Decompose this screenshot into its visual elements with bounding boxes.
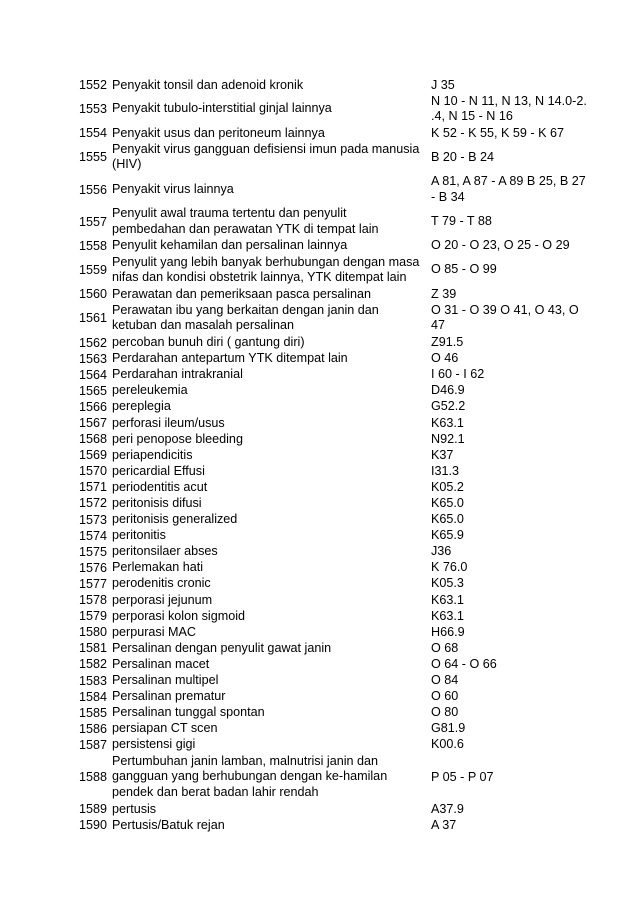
icd-code: O 60 bbox=[431, 689, 459, 704]
disease-name: pericardial Effusi bbox=[112, 463, 205, 478]
icd-code: T 79 - T 88 bbox=[431, 214, 492, 229]
table-row bbox=[0, 335, 638, 351]
icd-code: O 68 bbox=[431, 640, 459, 655]
disease-name: Perlemakan hati bbox=[112, 560, 204, 575]
row-number: 1557 bbox=[79, 214, 108, 229]
row-number: 1581 bbox=[79, 641, 108, 656]
icd-code: I31.3 bbox=[431, 463, 460, 478]
icd-code: K65.0 bbox=[431, 512, 464, 527]
table-row bbox=[0, 721, 638, 737]
table-row bbox=[0, 640, 638, 656]
disease-name: Persalinan tunggal spontan bbox=[112, 705, 265, 720]
row-number: 1556 bbox=[79, 182, 108, 197]
disease-name: periodentitis acut bbox=[112, 479, 208, 494]
icd-code: H66.9 bbox=[431, 624, 465, 639]
table-row bbox=[0, 174, 638, 206]
table-row bbox=[0, 125, 638, 141]
table-row bbox=[0, 801, 638, 817]
disease-name: Penyakit virus lainnya bbox=[112, 181, 234, 196]
table-row bbox=[0, 351, 638, 367]
row-number: 1587 bbox=[79, 737, 108, 752]
row-number: 1573 bbox=[79, 512, 108, 527]
disease-name: peri penopose bleeding bbox=[112, 431, 243, 446]
table-row bbox=[0, 141, 638, 173]
table-row bbox=[0, 608, 638, 624]
disease-name: persiapan CT scen bbox=[112, 721, 218, 736]
row-number: 1577 bbox=[79, 576, 108, 591]
disease-name: perodenitis cronic bbox=[112, 576, 211, 591]
row-number: 1563 bbox=[79, 351, 108, 366]
row-number: 1566 bbox=[79, 399, 108, 414]
row-number: 1565 bbox=[79, 383, 108, 398]
table-row bbox=[0, 544, 638, 560]
table-row bbox=[0, 624, 638, 640]
table-row bbox=[0, 254, 638, 286]
disease-code-table bbox=[0, 77, 638, 833]
icd-code: K 52 - K 55, K 59 - K 67 bbox=[431, 125, 565, 140]
icd-code: O 84 bbox=[431, 673, 459, 688]
row-number: 1574 bbox=[79, 528, 108, 543]
table-row bbox=[0, 238, 638, 254]
row-number: 1568 bbox=[79, 432, 108, 447]
icd-code: G81.9 bbox=[431, 721, 466, 736]
disease-name: perporasi kolon sigmoid bbox=[112, 608, 246, 623]
disease-name: perforasi ileum/usus bbox=[112, 415, 225, 430]
table-row bbox=[0, 415, 638, 431]
table-row bbox=[0, 495, 638, 511]
table-row bbox=[0, 206, 638, 238]
row-number: 1569 bbox=[79, 448, 108, 463]
table-row bbox=[0, 93, 638, 125]
row-number: 1564 bbox=[79, 367, 108, 382]
table-row bbox=[0, 817, 638, 833]
icd-code: K05.3 bbox=[431, 576, 464, 591]
icd-code: K65.0 bbox=[431, 495, 464, 510]
table-row bbox=[0, 367, 638, 383]
disease-name: Persalinan dengan penyulit gawat janin bbox=[112, 640, 332, 655]
disease-name: persistensi gigi bbox=[112, 737, 196, 752]
table-row bbox=[0, 753, 638, 801]
icd-code: Z91.5 bbox=[431, 335, 464, 350]
row-number: 1575 bbox=[79, 544, 108, 559]
row-number: 1555 bbox=[79, 150, 108, 165]
row-number: 1589 bbox=[79, 802, 108, 817]
disease-name: Penyakit virus gangguan defisiensi imun pada manusia (HIV) bbox=[112, 141, 420, 172]
icd-code: K63.1 bbox=[431, 608, 464, 623]
row-number: 1562 bbox=[79, 335, 108, 350]
icd-code: K05.2 bbox=[431, 479, 464, 494]
row-number: 1560 bbox=[79, 287, 108, 302]
disease-name: Persalinan multipel bbox=[112, 673, 219, 688]
icd-code: I 60 - I 62 bbox=[431, 367, 485, 382]
icd-code: O 85 - O 99 bbox=[431, 262, 497, 277]
icd-code: K63.1 bbox=[431, 415, 464, 430]
table-row bbox=[0, 576, 638, 592]
icd-code: J36 bbox=[431, 544, 452, 559]
row-number: 1570 bbox=[79, 464, 108, 479]
disease-name: Penyulit yang lebih banyak berhubungan dengan masa nifas dan kondisi obstetrik lainnya, YTK ditempat lain bbox=[112, 254, 420, 285]
icd-code: O 64 - O 66 bbox=[431, 656, 497, 671]
table-row bbox=[0, 512, 638, 528]
row-number: 1561 bbox=[79, 311, 108, 326]
row-number: 1552 bbox=[79, 78, 108, 93]
disease-name: Pertusis/Batuk rejan bbox=[112, 817, 225, 832]
disease-name: Perdarahan intrakranial bbox=[112, 367, 243, 382]
icd-code: P 05 - P 07 bbox=[431, 769, 494, 784]
table-row bbox=[0, 656, 638, 672]
table-row bbox=[0, 479, 638, 495]
icd-code: N92.1 bbox=[431, 431, 465, 446]
disease-name: perpurasi MAC bbox=[112, 624, 196, 639]
icd-code: A37.9 bbox=[431, 801, 464, 816]
disease-name: Pertumbuhan janin lamban, malnutrisi janin dan gangguan yang berhubungan dengan ke-hamilan pendek dan berat badan lahir rendah bbox=[112, 753, 388, 799]
table-row bbox=[0, 737, 638, 753]
disease-name: Perawatan ibu yang berkaitan dengan janin dan ketuban dan masalah persalinan bbox=[112, 302, 379, 333]
disease-name: Penyakit tubulo-interstitial ginjal lainnya bbox=[112, 101, 332, 116]
table-row bbox=[0, 705, 638, 721]
row-number: 1588 bbox=[79, 770, 108, 785]
row-number: 1579 bbox=[79, 609, 108, 624]
disease-name: Penyulit awal trauma tertentu dan penyulit pembedahan dan perawatan YTK di tempat lain bbox=[112, 206, 379, 236]
row-number: 1583 bbox=[79, 673, 108, 688]
table-row bbox=[0, 431, 638, 447]
icd-code: K65.9 bbox=[431, 528, 464, 543]
icd-code: N 10 - N 11, N 13, N 14.0-2. .4, N 15 - N 16 bbox=[431, 93, 587, 124]
icd-code: Z 39 bbox=[431, 286, 457, 301]
row-number: 1559 bbox=[79, 263, 108, 278]
icd-code: A 81, A 87 - A 89 B 25, B 27 - B 34 bbox=[431, 174, 586, 204]
disease-name: Persalinan macet bbox=[112, 656, 210, 671]
row-number: 1578 bbox=[79, 593, 108, 608]
icd-code: J 35 bbox=[431, 77, 455, 92]
icd-code: D46.9 bbox=[431, 383, 465, 398]
disease-name: Penyakit tonsil dan adenoid kronik bbox=[112, 77, 304, 92]
table-row bbox=[0, 77, 638, 93]
icd-code: O 31 - O 39 O 41, O 43, O 47 bbox=[431, 302, 579, 333]
row-number: 1553 bbox=[79, 102, 108, 117]
row-number: 1582 bbox=[79, 657, 108, 672]
row-number: 1558 bbox=[79, 238, 108, 253]
table-row bbox=[0, 286, 638, 302]
table-row bbox=[0, 447, 638, 463]
disease-name: pertusis bbox=[112, 801, 157, 816]
table-row bbox=[0, 399, 638, 415]
disease-name: peritonitis bbox=[112, 528, 166, 543]
row-number: 1580 bbox=[79, 625, 108, 640]
disease-name: periapendicitis bbox=[112, 447, 193, 462]
row-number: 1585 bbox=[79, 705, 108, 720]
icd-code: B 20 - B 24 bbox=[431, 149, 495, 164]
icd-code: K00.6 bbox=[431, 737, 464, 752]
row-number: 1590 bbox=[79, 818, 108, 833]
row-number: 1584 bbox=[79, 689, 108, 704]
table-row bbox=[0, 528, 638, 544]
icd-code: K37 bbox=[431, 447, 454, 462]
icd-code: K 76.0 bbox=[431, 560, 468, 575]
row-number: 1586 bbox=[79, 721, 108, 736]
table-row bbox=[0, 672, 638, 688]
icd-code: O 46 bbox=[431, 351, 459, 366]
icd-code: K63.1 bbox=[431, 592, 464, 607]
disease-name: pereplegia bbox=[112, 399, 171, 414]
disease-name: pereleukemia bbox=[112, 383, 188, 398]
row-number: 1576 bbox=[79, 560, 108, 575]
table-row bbox=[0, 689, 638, 705]
disease-name: Penyulit kehamilan dan persalinan lainnya bbox=[112, 238, 348, 253]
disease-name: percoban bunuh diri ( gantung diri) bbox=[112, 335, 305, 350]
table-row bbox=[0, 592, 638, 608]
row-number: 1572 bbox=[79, 496, 108, 511]
row-number: 1571 bbox=[79, 480, 108, 495]
disease-name: Perawatan dan pemeriksaan pasca persalinan bbox=[112, 286, 372, 301]
icd-code: G52.2 bbox=[431, 399, 466, 414]
disease-name: peritonisis generalized bbox=[112, 512, 238, 527]
table-row bbox=[0, 560, 638, 576]
row-number: 1554 bbox=[79, 126, 108, 141]
disease-name: Penyakit usus dan peritoneum lainnya bbox=[112, 125, 325, 140]
row-number: 1567 bbox=[79, 416, 108, 431]
table-row bbox=[0, 302, 638, 334]
icd-code: A 37 bbox=[431, 817, 457, 832]
disease-name: peritonsilaer abses bbox=[112, 544, 218, 559]
icd-code: O 20 - O 23, O 25 - O 29 bbox=[431, 238, 570, 253]
table-row bbox=[0, 383, 638, 399]
table-row bbox=[0, 463, 638, 479]
disease-name: Perdarahan antepartum YTK ditempat lain bbox=[112, 351, 348, 366]
disease-name: peritonisis difusi bbox=[112, 495, 202, 510]
icd-code: O 80 bbox=[431, 705, 459, 720]
disease-name: perporasi jejunum bbox=[112, 592, 213, 607]
disease-name: Persalinan prematur bbox=[112, 689, 226, 704]
